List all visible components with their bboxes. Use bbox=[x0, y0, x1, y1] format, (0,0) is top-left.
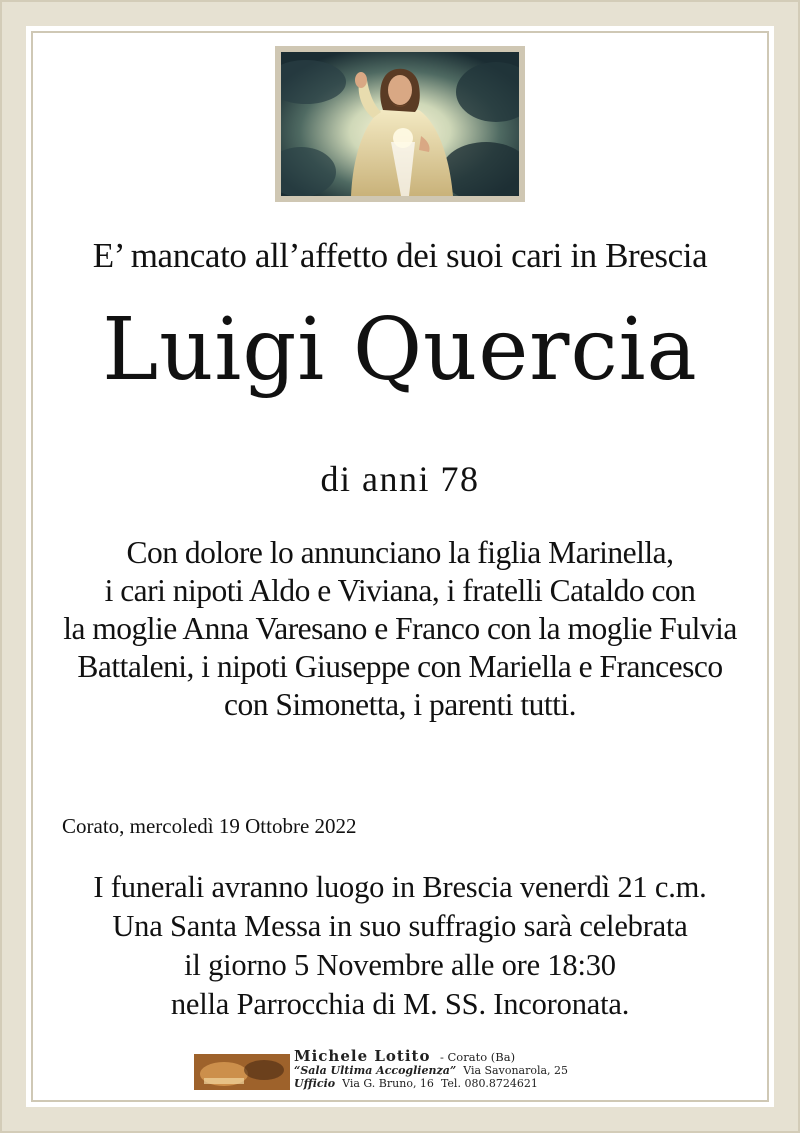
sacred-heart-image bbox=[281, 52, 519, 196]
announcement-line: i cari nipoti Aldo e Viviana, i fratelli Cataldo con bbox=[104, 573, 696, 608]
hall-name: “Sala Ultima Accoglienza” bbox=[294, 1064, 457, 1077]
funeral-line: il giorno 5 Novembre alle ore 18:30 bbox=[184, 948, 616, 982]
announcement-line: con Simonetta, i parenti tutti. bbox=[224, 687, 576, 722]
religious-image-frame bbox=[275, 46, 525, 202]
hall-address: Via Savonarola, 25 bbox=[463, 1064, 569, 1077]
office-label: Ufficio bbox=[294, 1077, 336, 1090]
funeral-info-block bbox=[40, 868, 760, 1024]
intro-text: E’ mancato all’affetto dei suoi cari in Brescia bbox=[92, 236, 708, 275]
announcement-line: Battaleni, i nipoti Giuseppe con Mariella e Francesco bbox=[77, 649, 723, 684]
funeral-home-name: Michele Lotito bbox=[294, 1047, 431, 1065]
funeral-home-town: - Corato (Ba) bbox=[439, 1050, 516, 1064]
office-address: Via G. Bruno, 16 bbox=[342, 1077, 434, 1090]
phone-number: Tel. 080.8724621 bbox=[440, 1077, 538, 1090]
announcement-line: la moglie Anna Varesano e Franco con la moglie Fulvia bbox=[63, 611, 737, 646]
deceased-name: Luigi Quercia bbox=[102, 300, 698, 400]
funeral-line: I funerali avranno luogo in Brescia venerdì 21 c.m. bbox=[93, 870, 707, 904]
funeral-line: nella Parrocchia di M. SS. Incoronata. bbox=[170, 987, 630, 1021]
age-text: di anni 78 bbox=[320, 459, 480, 499]
funeral-home-logo bbox=[194, 1054, 290, 1090]
funeral-home-footer bbox=[194, 1047, 614, 1094]
place-date: Corato, mercoledì 19 Ottobre 2022 bbox=[62, 814, 357, 838]
funeral-line: Una Santa Messa in suo suffragio sarà celebrata bbox=[112, 909, 688, 943]
announcement-line: Con dolore lo annunciano la figlia Marinella, bbox=[126, 535, 674, 570]
announcement-block bbox=[40, 534, 760, 724]
